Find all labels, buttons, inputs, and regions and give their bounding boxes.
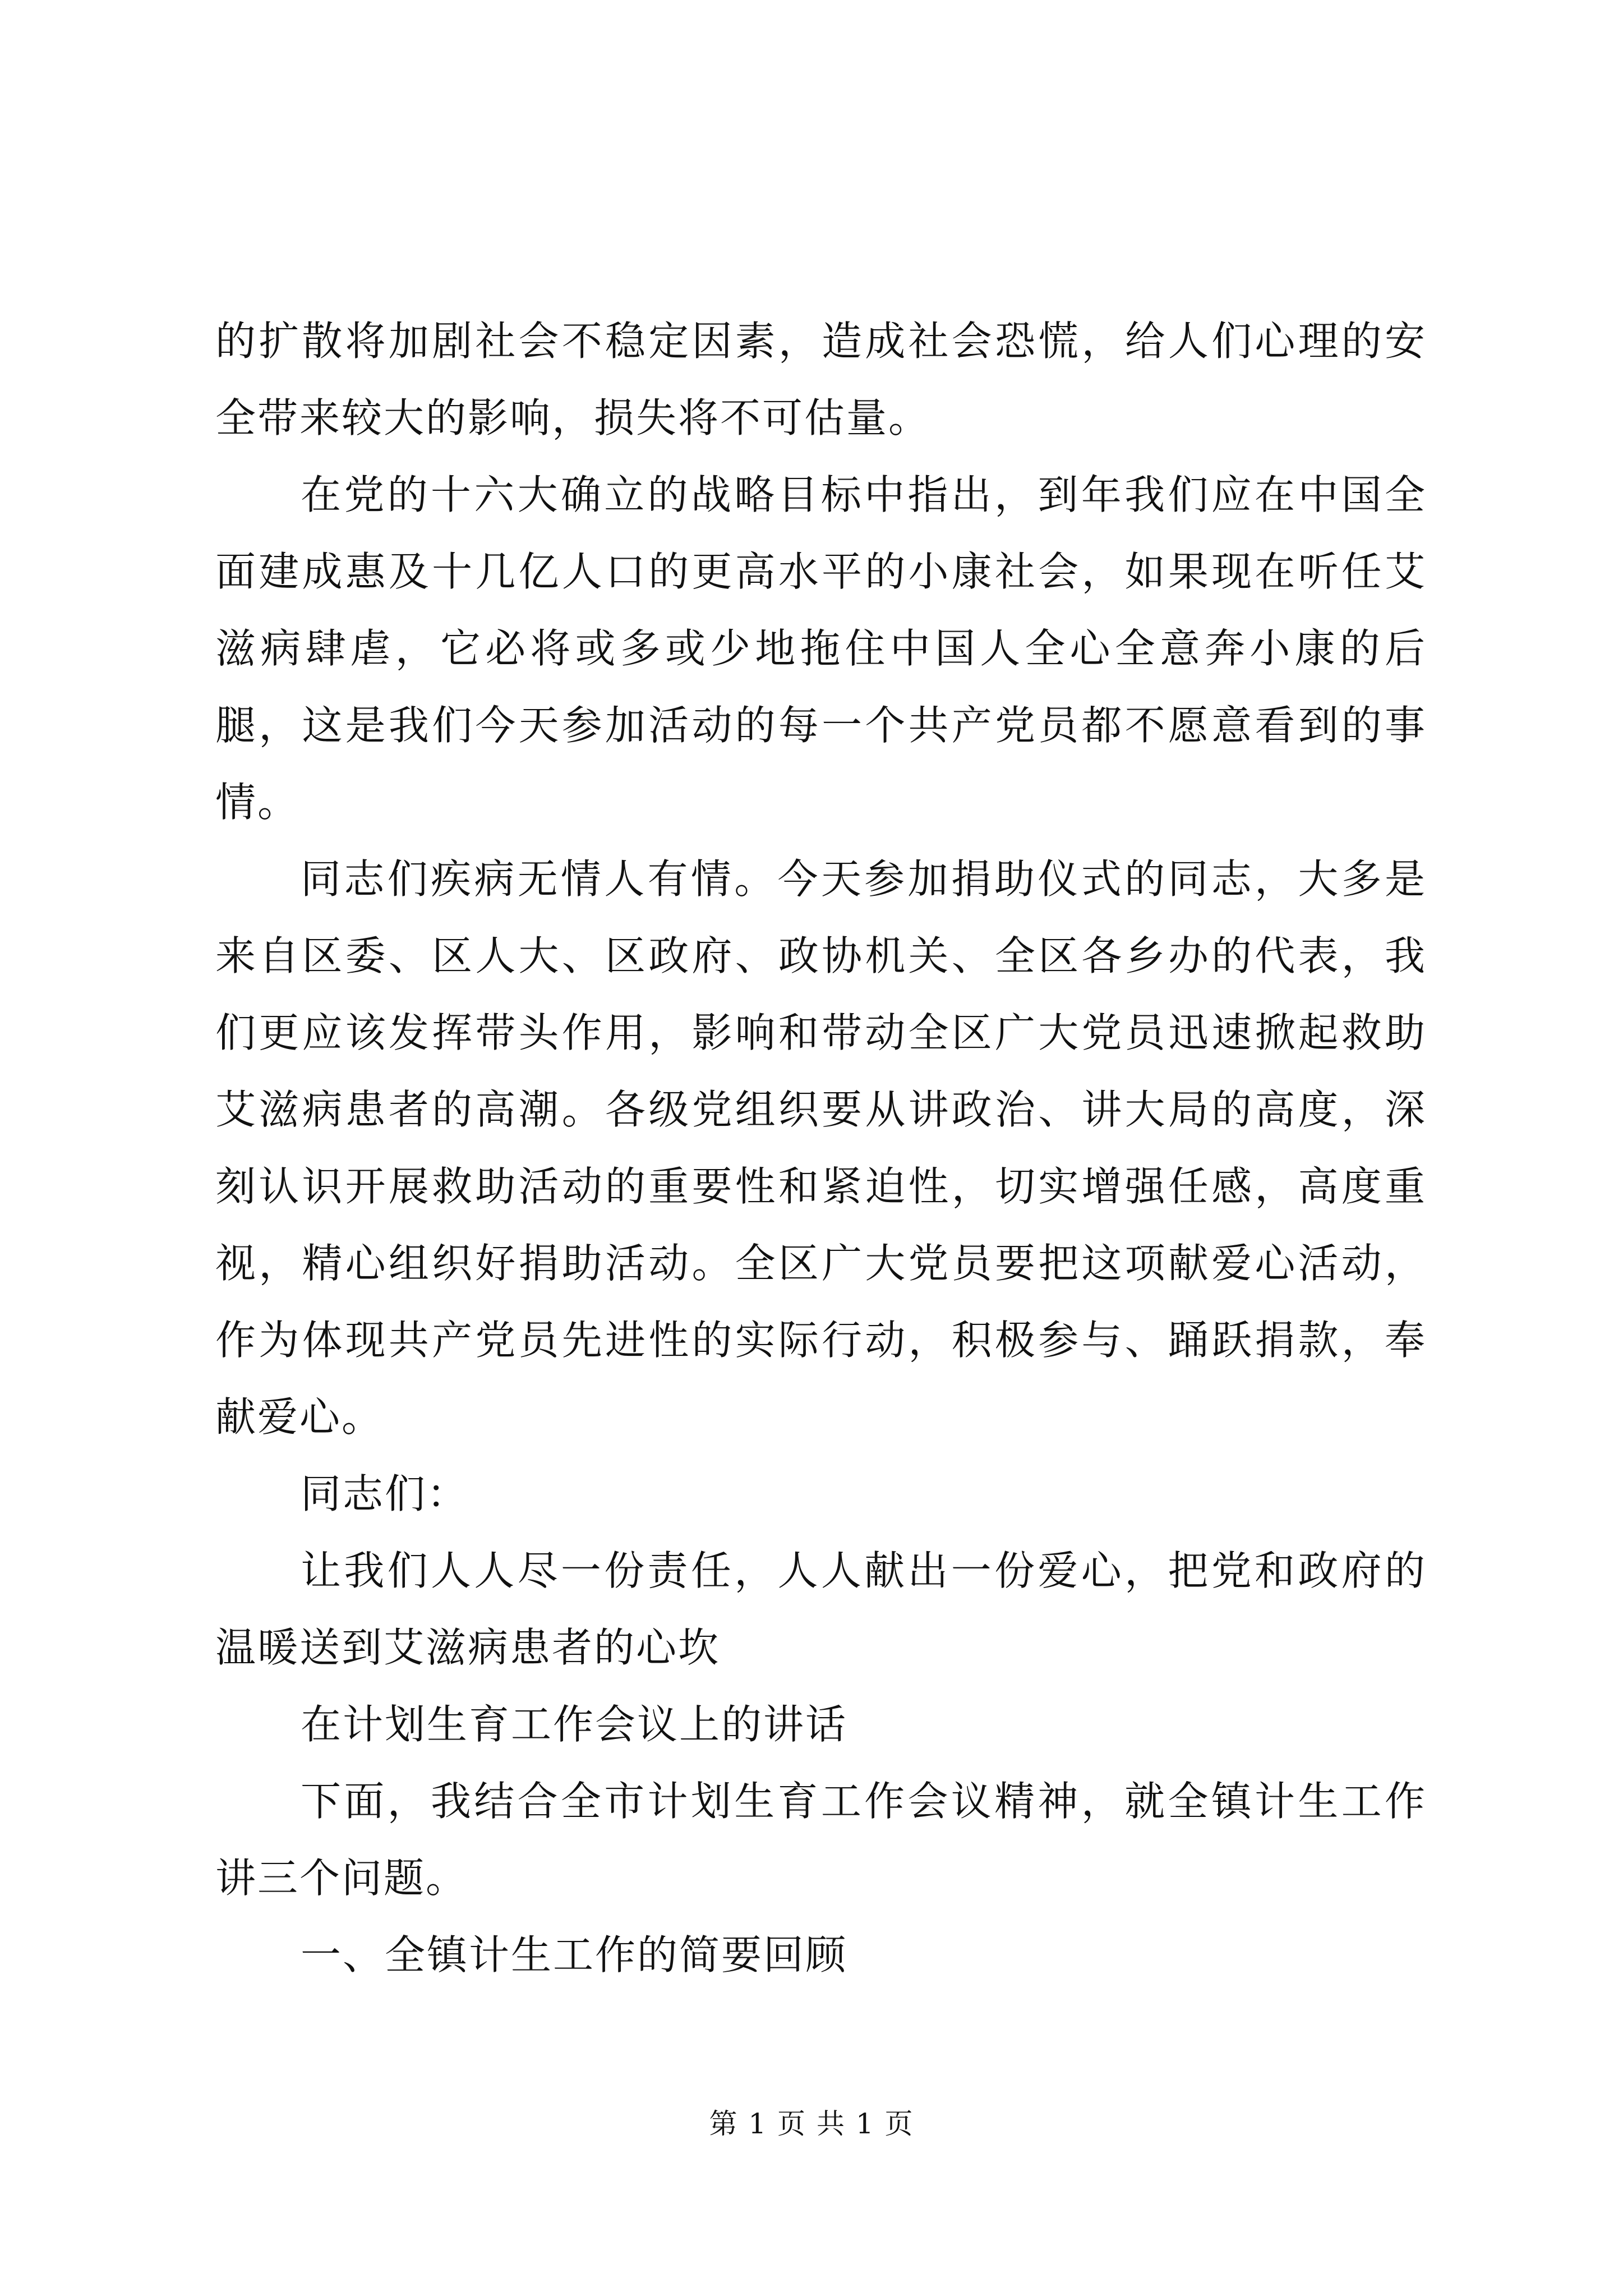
paragraph-7: 下面，我结合全市计划生育工作会议精神，就全镇计生工作讲三个问题。 <box>215 1778 1427 1902</box>
page-number-footer: 第 1 页 共 1 页 <box>709 2108 914 2140</box>
paragraph-3: 同志们疾病无情人有情。今天参加捐助仪式的同志，大多是来自区委、区人大、区政府、政协机关、全区各乡办的代表，我们更应该发挥带头作用，影响和带动全区广大党员迅速掀起救助艾滋病患者的高潮。各级党组织要从讲政治、讲大局的高度，深刻认识开展救助活动的重要性和紧迫性，切实增强任感，高度重视，精心组织好捐助活动。全区广大党员要把这项献爱心活动，作为体现共产党员先进性的实际行动，积极参与、踊跃捐款，奉献爱心。 <box>215 855 1427 1441</box>
section-heading: 一、全镇计生工作的简要回顾 <box>301 1931 848 1978</box>
speech-title: 在计划生育工作会议上的讲话 <box>301 1701 848 1748</box>
paragraph-5: 让我们人人尽一份责任，人人献出一份爱心，把党和政府的温暖送到艾滋病患者的心坎 <box>215 1547 1427 1671</box>
paragraph-1: 的扩散将加剧社会不稳定因素，造成社会恐慌，给人们心理的安全带来较大的影响，损失将不可估量。 <box>215 318 1427 441</box>
paragraph-2: 在党的十六大确立的战略目标中指出，到年我们应在中国全面建成惠及十几亿人口的更高水平的小康社会，如果现在听任艾滋病肆虐，它必将或多或少地拖住中国人全心全意奔小康的后腿，这是我们今天参加活动的每一个共产党员都不愿意看到的事情。 <box>215 471 1427 826</box>
document-body <box>215 303 1427 1994</box>
paragraph-4: 同志们： <box>301 1470 469 1517</box>
